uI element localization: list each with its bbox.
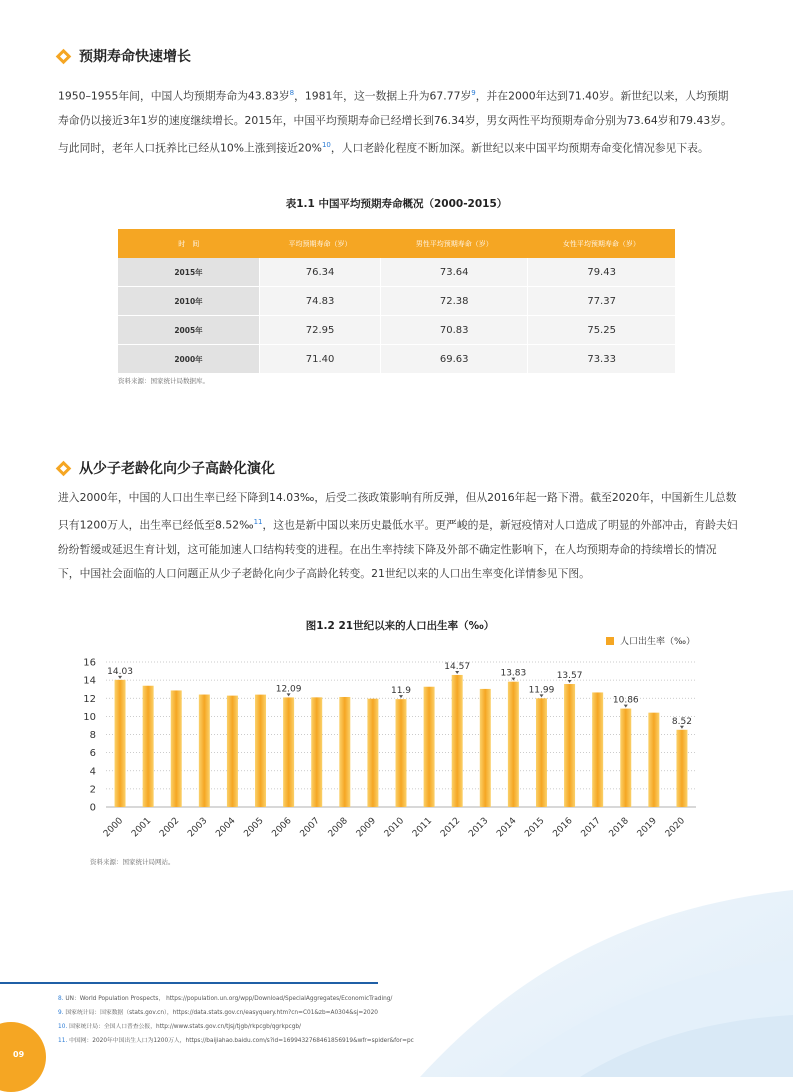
table-value-cell: 77.37 <box>528 287 675 316</box>
paragraph-text: 进入2000年，中国的人口出生率已经下降到14.03‰，后受二孩政策影响有所反弹，但从2016年起一路下滑。截至2020年，中国新生儿总数只有1200万人，出生率已经低至8.52‰ <box>58 491 737 532</box>
footnote-ref[interactable]: 11 <box>253 518 263 526</box>
x-tick-label: 2003 <box>186 816 210 840</box>
y-tick-label: 0 <box>89 802 96 814</box>
bar <box>592 692 603 807</box>
data-label: 14.57 <box>444 661 471 672</box>
background-wave-decoration <box>380 870 793 1077</box>
table-row <box>118 316 675 345</box>
y-tick-label: 16 <box>83 657 96 669</box>
footnotes <box>58 992 414 1048</box>
bar <box>676 730 687 807</box>
data-label: 10.86 <box>612 695 639 706</box>
x-tick-label: 2009 <box>354 816 379 840</box>
bar <box>367 699 378 807</box>
bar <box>227 696 238 807</box>
section-title: 预期寿命快速增长 <box>79 49 191 65</box>
x-tick-label: 2014 <box>495 816 519 840</box>
section-heading-birth-rate <box>58 458 275 478</box>
legend-label: 人口出生率（‰） <box>620 637 696 647</box>
footnote-number: 10. <box>58 1024 70 1030</box>
section-title: 从少子老龄化向少子高龄化演化 <box>79 461 275 477</box>
footnote-item <box>58 1034 414 1048</box>
footnote-item <box>58 1020 414 1034</box>
bar <box>143 686 154 807</box>
x-tick-label: 2017 <box>579 816 603 840</box>
table-value-cell: 76.34 <box>260 258 381 287</box>
bar <box>115 680 126 807</box>
y-tick-label: 6 <box>89 748 96 760</box>
footnote-text: 国家统计局：全国人口普查公报，http://www.stats.gov.cn/tjsj/tjgb/rkpcgb/qgrkpcgb/ <box>69 1024 302 1030</box>
page-number: 09 <box>13 1050 25 1059</box>
x-tick-label: 2006 <box>270 816 294 840</box>
paragraph-text: 1950–1955年间，中国人均预期寿命为43.83岁 <box>58 89 290 103</box>
y-tick-label: 4 <box>89 766 96 778</box>
bar <box>255 695 266 807</box>
table-year-cell: 2000年 <box>118 345 260 374</box>
bar <box>508 682 519 807</box>
table-year-cell: 2010年 <box>118 287 260 316</box>
x-tick-label: 2020 <box>663 816 688 840</box>
table-value-cell: 69.63 <box>381 345 528 374</box>
table-value-cell: 75.25 <box>528 316 675 345</box>
diamond-bullet-icon <box>56 48 72 64</box>
footer-divider <box>0 982 378 984</box>
table-row <box>118 345 675 374</box>
paragraph-text: ，1981年，这一数据上升为67.77岁 <box>294 89 472 103</box>
footnote-item <box>58 992 414 1006</box>
section-heading-life-expectancy <box>58 46 191 66</box>
table-value-cell: 73.64 <box>381 258 528 287</box>
table-year-cell: 2015年 <box>118 258 260 287</box>
table-value-cell: 72.38 <box>381 287 528 316</box>
bar <box>452 675 463 807</box>
x-tick-label: 2013 <box>467 816 491 840</box>
footnote-number: 11. <box>58 1038 70 1044</box>
bar <box>311 697 322 807</box>
y-tick-label: 12 <box>83 693 96 705</box>
footnote-number: 8. <box>58 996 66 1002</box>
footnote-ref[interactable]: 9 <box>471 89 476 97</box>
data-label: 13.83 <box>500 668 527 679</box>
footnote-text: 国家统计局：国家数据（stats.gov.cn），https://data.stats.gov.cn/easyquery.htm?cn=C01&zb=A0304&sj=2020 <box>65 1010 378 1016</box>
table-row <box>118 258 675 287</box>
x-tick-label: 2011 <box>410 816 435 840</box>
table-value-cell: 73.33 <box>528 345 675 374</box>
bar <box>396 699 407 807</box>
footnote-text: UN：World Population Prospects， https://population.un.org/wpp/Download/SpecialAggregates/EconomicTrading/ <box>65 996 393 1002</box>
bar <box>171 690 182 807</box>
x-tick-label: 2015 <box>523 816 547 840</box>
bar <box>339 697 350 807</box>
x-tick-label: 2001 <box>129 816 154 840</box>
footnote-ref[interactable]: 8 <box>289 89 295 97</box>
footnote-text: 中国网：2020年中国出生人口为1200万人，https://baijiahao.baidu.com/s?id=1699432768461856919&wfr=spider&for=pc <box>69 1038 414 1044</box>
table-source: 资料来源：国家统计局数据库。 <box>118 377 209 385</box>
data-label: 13.57 <box>556 671 583 682</box>
bar <box>283 697 294 807</box>
y-tick-label: 10 <box>83 711 96 723</box>
x-tick-label: 2007 <box>298 816 322 840</box>
life-expectancy-table <box>118 229 675 374</box>
legend-swatch <box>606 637 614 645</box>
x-tick-label: 2018 <box>607 816 631 840</box>
chart-legend <box>606 634 695 647</box>
bar <box>620 709 631 807</box>
table-header-cell: 女性平均预期寿命（岁） <box>528 229 675 258</box>
table-value-cell: 74.83 <box>260 287 381 316</box>
y-tick-label: 2 <box>89 784 96 796</box>
x-tick-label: 2010 <box>382 816 407 840</box>
diamond-bullet-icon <box>56 460 72 476</box>
bar <box>424 687 435 807</box>
data-label: 12.09 <box>275 684 302 695</box>
paragraph-text: ，并在2000年达到71.40岁。新世纪以来，人均预期寿命仍以接近3年1岁的速度继续增长。2015年，中国平均预期寿命已经增长到76.34岁，男女两性平均预期寿命分别为73.64岁和79.43岁。与此同时，老年人口抚养比已经从10%上涨到接近20% <box>58 89 732 155</box>
x-tick-label: 2016 <box>551 816 575 840</box>
data-label: 14.03 <box>107 666 133 677</box>
bar <box>564 684 575 807</box>
data-label: 11.99 <box>528 685 555 696</box>
chart-title: 图1.2 21世纪以来的人口出生率（‰） <box>305 620 495 632</box>
y-tick-label: 8 <box>89 730 96 741</box>
x-tick-label: 2005 <box>242 816 266 840</box>
x-tick-label: 2012 <box>439 816 463 840</box>
table-value-cell: 79.43 <box>528 258 675 287</box>
paragraph-life-expectancy <box>58 81 738 160</box>
table-caption: 表1.1 中国平均预期寿命概况（2000-2015） <box>285 198 508 210</box>
bar <box>480 689 491 807</box>
chart-source: 资料来源：国家统计局网站。 <box>90 858 175 866</box>
y-tick-label: 14 <box>83 675 96 687</box>
data-label: 8.52 <box>671 716 692 727</box>
bar <box>199 695 210 807</box>
table-header-cell: 时 间 <box>118 229 260 258</box>
x-tick-label: 2000 <box>101 816 126 840</box>
paragraph-text: ，这也是新中国以来历史最低水平。更严峻的是，新冠疫情对人口造成了明显的外部冲击，育龄夫妇纷纷暂缓或延迟生育计划，这可能加速人口结构转变的进程。在出生率持续下降及外部不确定性影响下，在人均预期寿命的持续增长的情况下，中国社会面临的人口问题正从少子老龄化向少子高龄化转变。21世纪以来的人口出生率变化详情参见下图。 <box>58 518 738 580</box>
table-row <box>118 287 675 316</box>
bar <box>536 698 547 807</box>
table-value-cell: 72.95 <box>260 316 381 345</box>
paragraph-birth-rate <box>58 486 738 586</box>
footnote-number: 9. <box>58 1010 66 1016</box>
x-tick-label: 2008 <box>326 816 350 840</box>
footnote-item <box>58 1006 414 1020</box>
footnote-ref[interactable]: 10 <box>321 140 331 149</box>
bar <box>648 713 659 807</box>
birth-rate-bar-chart <box>60 650 710 860</box>
table-value-cell: 71.40 <box>260 345 381 374</box>
table-year-cell: 2005年 <box>118 316 260 345</box>
table-header-cell: 平均预期寿命（岁） <box>260 229 381 258</box>
x-tick-label: 2004 <box>214 816 238 840</box>
x-tick-label: 2019 <box>635 816 659 840</box>
data-label: 11.9 <box>390 686 412 697</box>
table-header-cell: 男性平均预期寿命（岁） <box>381 229 528 258</box>
table-value-cell: 70.83 <box>381 316 528 345</box>
x-tick-label: 2002 <box>158 816 182 840</box>
paragraph-text: ，人口老龄化程度不断加深。新世纪以来中国平均预期寿命变化情况参见下表。 <box>330 141 709 155</box>
